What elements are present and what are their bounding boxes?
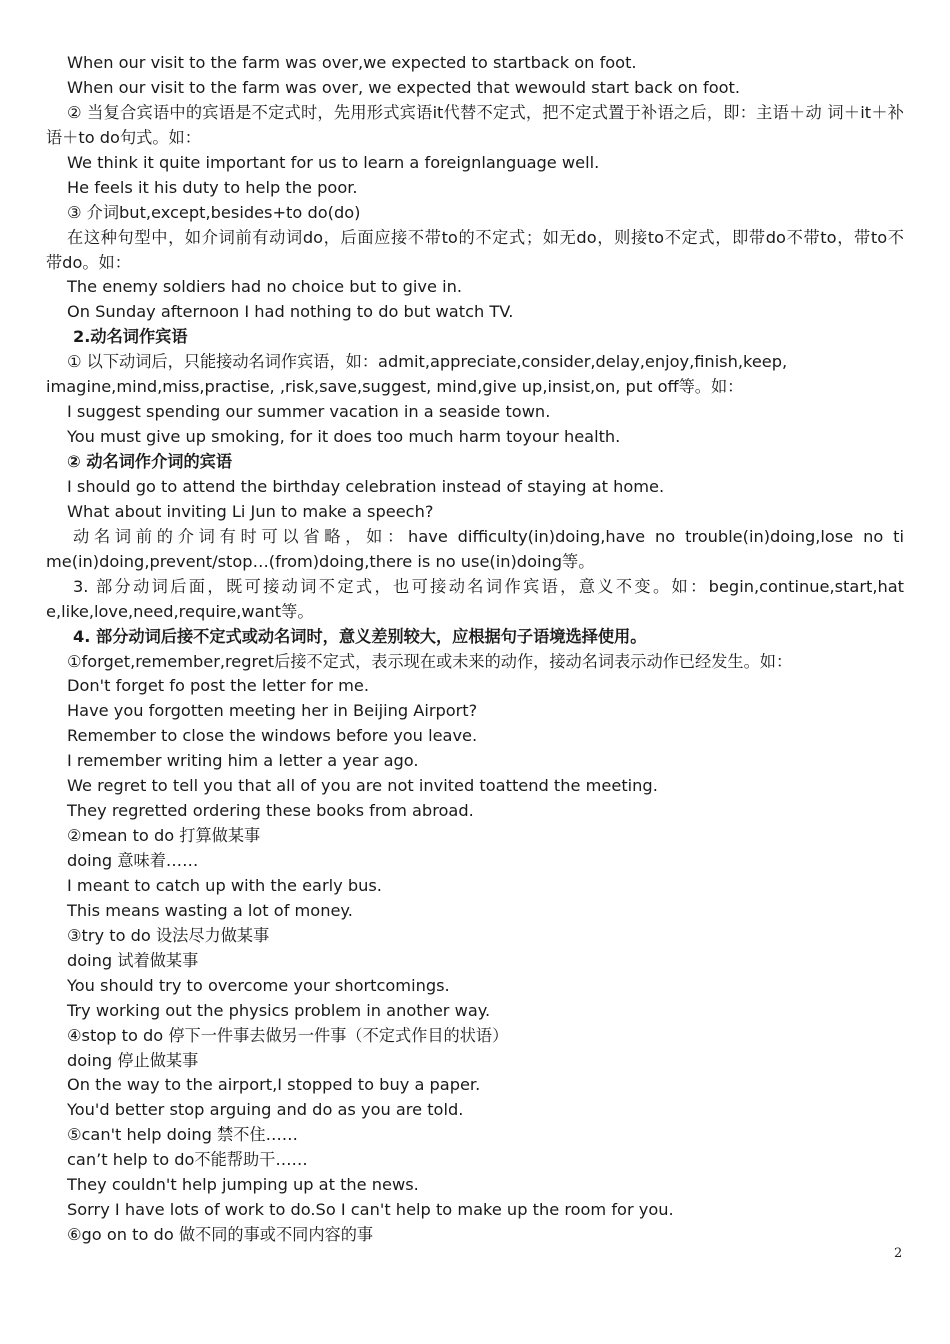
text-line: ②mean to do 打算做某事 <box>67 826 261 846</box>
text-line: On the way to the airport,I stopped to buy a paper. <box>67 1075 481 1095</box>
text-line: ⑥go on to do 做不同的事或不同内容的事 <box>67 1225 374 1245</box>
text-line: Have you forgotten meeting her in Beijing Airport? <box>67 701 478 721</box>
text-line: You must give up smoking, for it does too much harm toyour health. <box>67 427 621 447</box>
text-line: I remember writing him a letter a year ago. <box>67 751 419 771</box>
text-line: Sorry I have lots of work to do.So I can't help to make up the room for you. <box>67 1200 674 1220</box>
text-line: They couldn't help jumping up at the news. <box>67 1175 419 1195</box>
text-line: We regret to tell you that all of you are not invited toattend the meeting. <box>67 776 658 796</box>
text-line: ① 以下动词后，只能接动名词作宾语，如：admit,appreciate,consider,delay,enjoy,finish,keep, <box>67 352 788 372</box>
text-line: They regretted ordering these books from abroad. <box>67 801 474 821</box>
text-line: When our visit to the farm was over,we expected to startback on foot. <box>67 53 637 72</box>
text-line: 语＋to do句式。如： <box>46 127 201 147</box>
text-line: You'd better stop arguing and do as you are told. <box>67 1100 464 1120</box>
text-line: e,like,love,need,require,want等。 <box>46 601 314 621</box>
text-line: ② 当复合宾语中的宾语是不定式时，先用形式宾语it代替不定式，把不定式置于补语之后，即：主语＋动 词＋it＋补 <box>67 102 904 122</box>
text-line: Remember to close the windows before you leave. <box>67 726 478 746</box>
page-number: 2 <box>894 1246 903 1261</box>
text-line: 3. 部分动词后面，既可接动词不定式，也可接动名词作宾语，意义不变。如：begin,continue,start,hat <box>73 576 904 596</box>
section-heading: ② 动名词作介词的宾语 <box>67 452 233 471</box>
text-line: ①forget,remember,regret后接不定式，表示现在或未来的动作，接动名词表示动作已经发生。如： <box>67 651 793 671</box>
text-line: 带do。如： <box>46 252 131 272</box>
section-heading: 2.动名词作宾语 <box>73 327 188 347</box>
text-line: This means wasting a lot of money. <box>67 900 353 920</box>
text-line: I suggest spending our summer vacation in a seaside town. <box>67 402 551 422</box>
text-line: Try working out the physics problem in another way. <box>67 1000 491 1020</box>
text-line: Don't forget fo post the letter for me. <box>67 676 370 696</box>
text-line: You should try to overcome your shortcomings. <box>67 975 450 995</box>
text-line: doing 试着做某事 <box>67 950 199 970</box>
text-line: me(in)doing,prevent/stop…(from)doing,there is no use(in)doing等。 <box>46 551 595 571</box>
page-content <box>46 51 904 1248</box>
text-line: 动名词前的介词有时可以省略，如：have difficulty(in)doing,have no trouble(in)doing,lose no ti <box>73 526 904 546</box>
text-line: ③try to do 设法尽力做某事 <box>67 925 270 945</box>
text-line: He feels it his duty to help the poor. <box>67 177 358 197</box>
text-line: ④stop to do 停下一件事去做另一件事（不定式作目的状语） <box>67 1025 509 1045</box>
text-line: doing 停止做某事 <box>67 1050 199 1070</box>
text-line: When our visit to the farm was over, we expected that wewould start back on foot. <box>67 77 740 97</box>
text-line: I should go to attend the birthday celebration instead of staying at home. <box>67 476 665 496</box>
text-line: 在这种句型中，如介词前有动词do，后面应接不带to的不定式；如无do，则接to不定式，即带do不带to，带to不 <box>67 227 904 247</box>
text-line: doing 意味着…… <box>67 851 199 870</box>
text-line: can’t help to do不能帮助干…… <box>67 1150 308 1170</box>
text-line: I meant to catch up with the early bus. <box>67 875 382 895</box>
text-line: The enemy soldiers had no choice but to give in. <box>67 277 462 297</box>
text-line: imagine,mind,miss,practise, ,risk,save,suggest, mind,give up,insist,on, put off等。如： <box>46 377 744 397</box>
text-line: What about inviting Li Jun to make a speech? <box>67 501 434 521</box>
text-line: ③ 介词but,except,besides+to do(do) <box>67 202 361 222</box>
text-line: We think it quite important for us to learn a foreignlanguage well. <box>67 152 600 172</box>
text-line: ⑤can't help doing 禁不住…… <box>67 1125 298 1145</box>
section-heading: 4. 部分动词后接不定式或动名词时，意义差别较大，应根据句子语境选择使用。 <box>73 626 647 646</box>
text-line: On Sunday afternoon I had nothing to do but watch TV. <box>67 302 514 322</box>
